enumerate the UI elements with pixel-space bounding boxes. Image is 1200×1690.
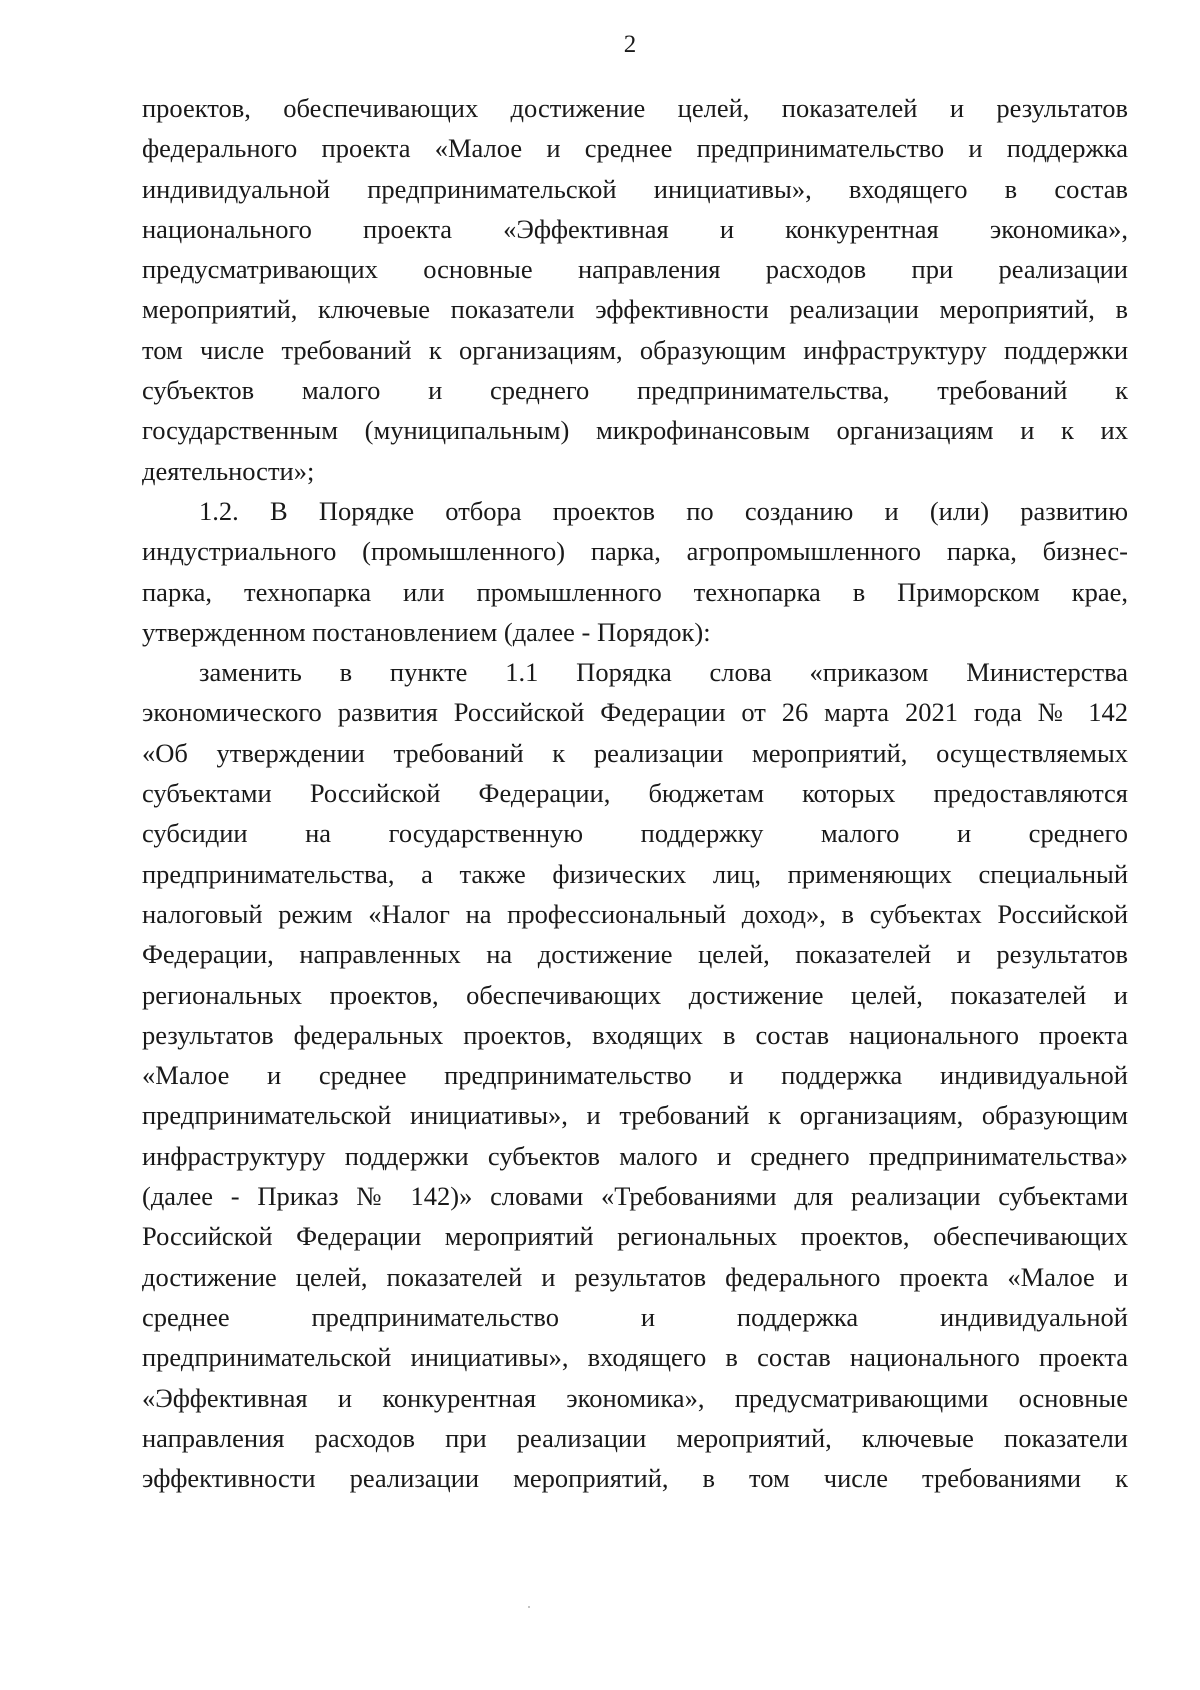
text-line: деятельности»; xyxy=(142,455,315,486)
text-line: утвержденном постановлением (далее - Порядок): xyxy=(142,616,711,647)
text-line: субъектов малого и среднего предпринимательства, требований к xyxy=(142,375,1128,406)
text-line: субъектами Российской Федерации, бюджетам которых предоставляются xyxy=(142,778,1128,809)
text-line: предпринимательской инициативы», и требований к организациям, образующим xyxy=(142,1100,1128,1131)
text-line: эффективности реализации мероприятий, в том числе требованиями к xyxy=(142,1463,1128,1494)
text-line: «Об утверждении требований к реализации мероприятий, осуществляемых xyxy=(142,737,1128,768)
text-line: федерального проекта «Малое и среднее предпринимательство и поддержка xyxy=(142,133,1128,164)
text-line: мероприятий, ключевые показатели эффективности реализации мероприятий, в xyxy=(142,294,1128,325)
text-line: направления расходов при реализации мероприятий, ключевые показатели xyxy=(142,1422,1128,1453)
text-line: налоговый режим «Налог на профессиональный доход», в субъектах Российской xyxy=(142,898,1128,929)
text-line: экономического развития Российской Федерации от 26 марта 2021 года № 142 xyxy=(142,697,1128,728)
text-line: предпринимательской инициативы», входящего в состав национального проекта xyxy=(142,1342,1128,1373)
page-number: 2 xyxy=(623,31,637,58)
paragraph-1-2-first-line: 1.2. В Порядке отбора проектов по созданию и (или) развитию xyxy=(199,495,1128,526)
text-line: том числе требований к организациям, образующим инфраструктуру поддержки xyxy=(142,334,1128,365)
text-line: инфраструктуру поддержки субъектов малого и среднего предпринимательства» xyxy=(142,1140,1128,1171)
text-line: государственным (муниципальным) микрофинансовым организациям и к их xyxy=(142,415,1128,446)
text-line: предпринимательства, а также физических лиц, применяющих специальный xyxy=(142,858,1128,889)
text-line: субсидии на государственную поддержку малого и среднего xyxy=(142,818,1128,849)
text-line: среднее предпринимательство и поддержка индивидуальной xyxy=(142,1301,1128,1332)
text-line: региональных проектов, обеспечивающих достижение целей, показателей и xyxy=(142,979,1128,1010)
text-line: Российской Федерации мероприятий региональных проектов, обеспечивающих xyxy=(142,1221,1128,1252)
text-line: предусматривающих основные направления расходов при реализации xyxy=(142,254,1128,285)
text-line: национального проекта «Эффективная и конкурентная экономика», xyxy=(142,213,1128,244)
text-line: индивидуальной предпринимательской инициативы», входящего в состав xyxy=(142,173,1128,204)
text-line: «Эффективная и конкурентная экономика», предусматривающими основные xyxy=(142,1382,1128,1413)
text-line: (далее - Приказ № 142)» словами «Требованиями для реализации субъектами xyxy=(142,1181,1128,1212)
text-line: «Малое и среднее предпринимательство и поддержка индивидуальной xyxy=(142,1060,1128,1091)
text-line: Федерации, направленных на достижение целей, показателей и результатов xyxy=(142,939,1128,970)
text-line: результатов федеральных проектов, входящих в состав национального проекта xyxy=(142,1019,1128,1050)
text-line: проектов, обеспечивающих достижение целей, показателей и результатов xyxy=(142,93,1128,123)
text-line: индустриального (промышленного) парка, агропромышленного парка, бизнес- xyxy=(142,536,1128,567)
paragraph-replace-first-line: заменить в пункте 1.1 Порядка слова «приказом Министерства xyxy=(199,657,1128,688)
scan-speck xyxy=(528,1606,530,1608)
document-body xyxy=(142,88,1128,1498)
text-line: достижение целей, показателей и результатов федерального проекта «Малое и xyxy=(142,1261,1128,1292)
text-line: парка, технопарка или промышленного технопарка в Приморском крае, xyxy=(142,576,1128,607)
